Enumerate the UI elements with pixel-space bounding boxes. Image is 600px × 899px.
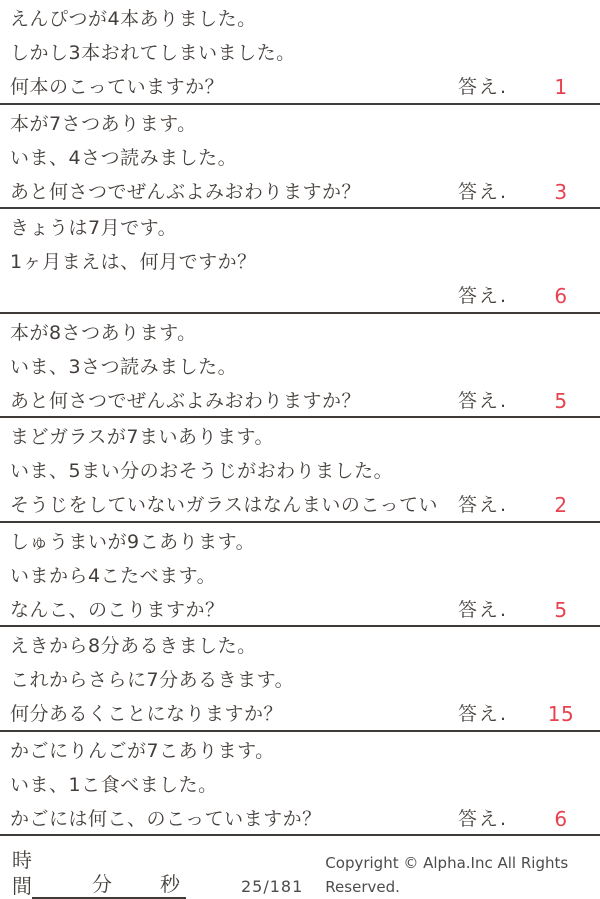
problem-line: えきから8分あるきました。 (10, 635, 257, 657)
problem-line: 1ヶ月まえは、何月ですか？ (10, 251, 257, 273)
copyright-text: Copyright © Alpha.Inc All Rights Reserved. (325, 854, 569, 896)
problem-question: そうじをしていないガラスはなんまいのこってい (10, 494, 439, 516)
minutes-label: 分 (92, 872, 112, 896)
problem-block (0, 209, 600, 314)
problem-block (0, 523, 600, 628)
problem-block (0, 105, 600, 210)
problem-line: 本が7さつあります。 (10, 112, 197, 135)
time-label: 時間 (12, 848, 32, 898)
problem-line: かごにりんごが7こあります。 (10, 739, 275, 762)
problem-block (0, 627, 600, 732)
seconds-label: 秒 (160, 872, 180, 896)
problem-line: 本が8さつあります。 (10, 321, 197, 344)
answer-label: 答え. (458, 285, 509, 307)
problem-question: 何本のこっていますか？ (10, 76, 225, 98)
answer-row (0, 593, 600, 627)
problem-line: えんぴつが4本ありました。 (10, 8, 257, 30)
answer-value: 15 (547, 702, 575, 726)
answer-label: 答え. (458, 703, 509, 725)
answer-value: 5 (554, 388, 568, 413)
time-field (12, 847, 186, 899)
page-number: 25/181 (241, 877, 304, 896)
problem-line: いま、4さつ読みました。 (10, 146, 238, 169)
problem-line: しゅうまいが9こあります。 (10, 530, 256, 553)
answer-row (0, 384, 600, 418)
answer-label: 答え. (458, 494, 509, 516)
answer-row (0, 70, 600, 104)
answer-row (0, 802, 600, 836)
problem-question: かごには何こ、のこっていますか？ (10, 807, 322, 830)
answer-value: 1 (554, 75, 568, 99)
problem-block (0, 732, 600, 837)
problem-line: いま、1こ食べました。 (10, 773, 218, 796)
answer-label: 答え. (458, 389, 509, 412)
page-footer (0, 848, 600, 899)
answer-label: 答え. (458, 807, 509, 830)
answer-row (0, 279, 600, 313)
answer-label: 答え. (458, 76, 509, 98)
answer-row (0, 488, 600, 522)
problem-line: これからさらに7分あるきます。 (10, 669, 295, 691)
problem-line: きょうは7月です。 (10, 217, 178, 239)
problem-line: しかし3本おれてしまいました。 (10, 42, 296, 64)
problem-line: いま、5まい分のおそうじがおわりました。 (10, 460, 394, 482)
answer-value: 5 (554, 597, 568, 622)
answer-row (0, 697, 600, 731)
problem-question: あと何さつでぜんぶよみおわりますか？ (10, 389, 362, 412)
problem-block (0, 0, 600, 105)
problem-line: いま、3さつ読みました。 (10, 355, 238, 378)
answer-label: 答え. (458, 180, 509, 203)
answer-row (0, 175, 600, 209)
problem-block (0, 418, 600, 523)
problem-line: まどガラスが7まいあります。 (10, 426, 274, 448)
problem-block (0, 314, 600, 419)
answer-label: 答え. (458, 598, 509, 621)
answer-value: 6 (554, 284, 568, 308)
time-entry-line (32, 871, 186, 899)
problem-question: なんこ、のこりますか？ (10, 598, 225, 621)
problem-question: 何分あるくことになりますか？ (10, 703, 284, 725)
answer-value: 6 (554, 806, 568, 831)
problem-question: あと何さつでぜんぶよみおわりますか？ (10, 180, 362, 203)
answer-value: 3 (554, 179, 568, 204)
problem-line: いまから4こたべます。 (10, 564, 217, 587)
answer-value: 2 (554, 493, 568, 517)
